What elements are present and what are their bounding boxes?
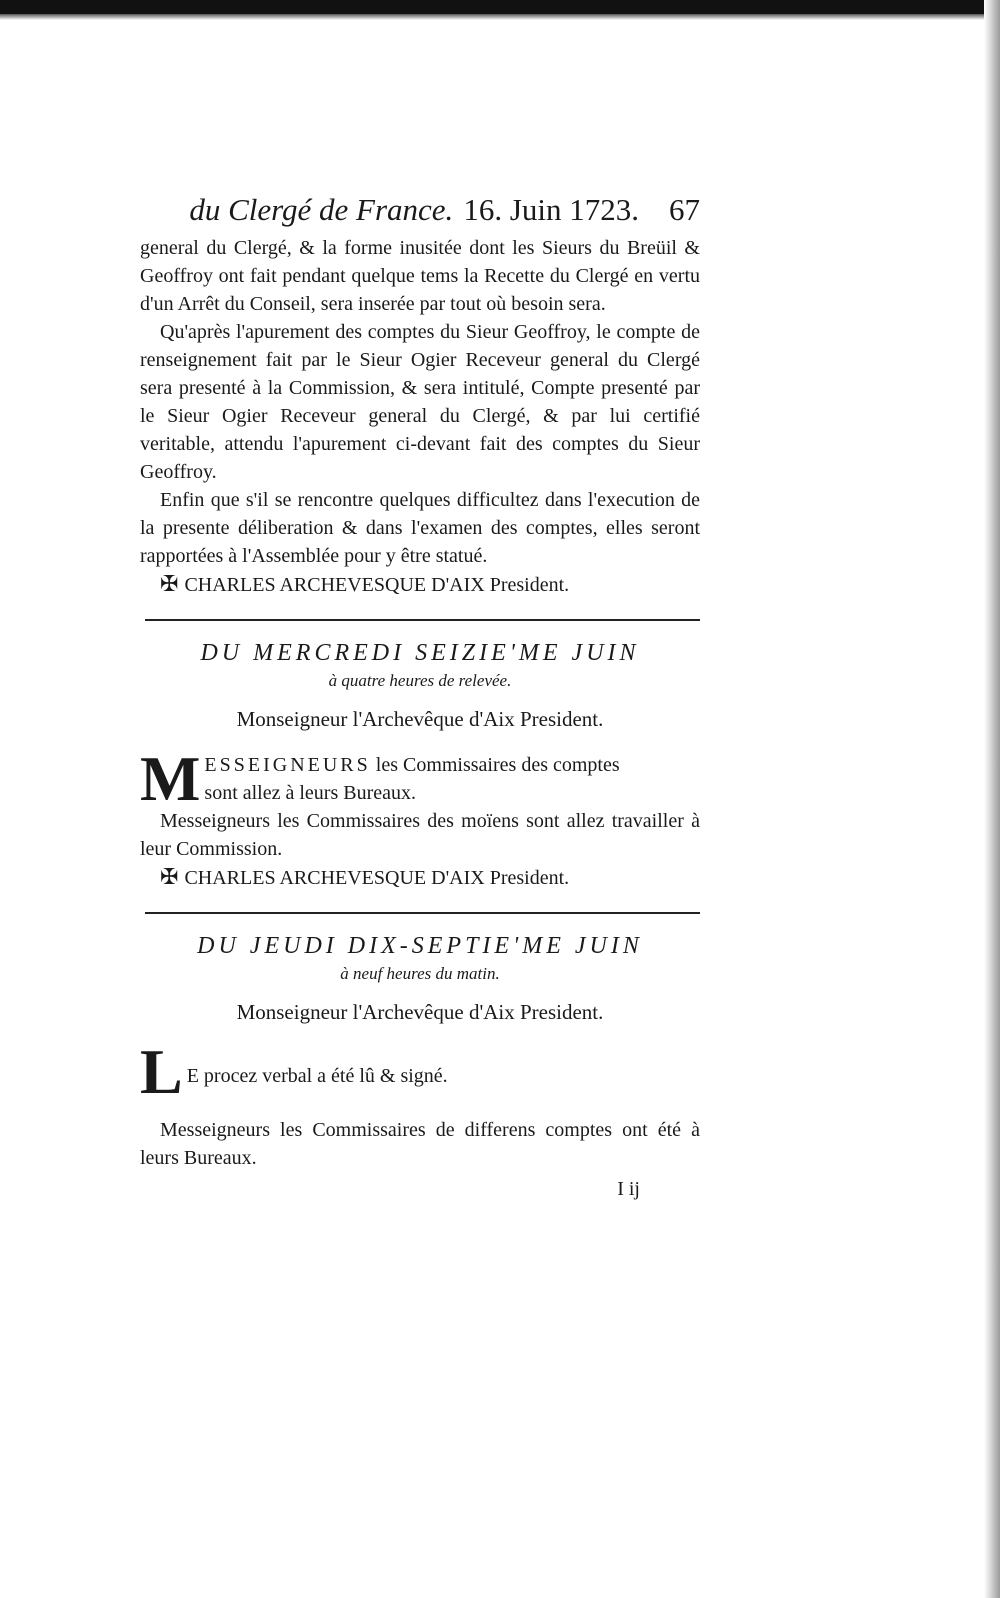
paragraph-apurement: Qu'après l'apurement des comptes du Sieur Geoffroy, le compte de renseignement fait par le Sieur Ogier Receveur general du Clergé sera presenté à la Commission, & sera intitulé, Compte presenté par le Sieur Ogier Receveur general du Clergé, & par lui certifié veritable, attendu l'apurement ci-devant fait des comptes du Sieur Geoffroy. <box>140 321 700 483</box>
page-top-edge <box>0 0 1000 14</box>
page-number: 67 <box>669 192 700 227</box>
session-time: à quatre heures de relevée. <box>328 671 512 690</box>
section-divider <box>145 912 700 914</box>
paragraph-bureaux: Messeigneurs les Commissaires de differens comptes ont été à leurs Bureaux. <box>140 1119 700 1169</box>
session-entry <box>140 1036 700 1107</box>
paragraph-moiens: Messeigneurs les Commissaires des moïens sont allez travailler à leur Commission. <box>140 810 700 860</box>
session-heading: DU MERCREDI SEIZIE'ME JUIN <box>200 640 640 666</box>
section-divider <box>145 619 700 621</box>
session-entry <box>140 743 700 814</box>
drop-cap: M <box>140 743 201 814</box>
signature <box>160 863 700 892</box>
entry-smallcaps: ESSEIGNEURS <box>204 754 371 776</box>
page-right-edge <box>984 0 1000 1598</box>
signature <box>160 570 700 599</box>
catchword: I ij <box>617 1178 640 1200</box>
entry-line-2: sont allez à leurs Bureaux. <box>204 782 416 804</box>
cross-icon: ✠ <box>160 864 179 889</box>
entry-line-1: E procez verbal a été lû & signé. <box>186 1065 448 1087</box>
paragraph-continuation: general du Clergé, & la forme inusitée dont les Sieurs du Breüil & Geoffroy ont fait pendant quelque tems la Recette du Clergé en vertu d'un Arrêt du Conseil, sera inserée par tout où besoin sera. <box>140 237 700 315</box>
cross-icon: ✠ <box>160 571 179 596</box>
paragraph-difficultez: Enfin que s'il se rencontre quelques difficultez dans l'execution de la presente déliberation & dans l'examen des comptes, elles seront rapportées à l'Assemblée pour y être statué. <box>140 489 700 567</box>
signature-text: CHARLES ARCHEVESQUE D'AIX President. <box>184 867 570 889</box>
entry-line-1 <box>204 751 700 779</box>
session-heading: DU JEUDI DIX-SEPTIE'ME JUIN <box>197 933 643 959</box>
drop-cap: L <box>140 1036 183 1107</box>
signature-text: CHARLES ARCHEVESQUE D'AIX President. <box>184 574 570 596</box>
page-content <box>140 190 700 1221</box>
running-head-date: 16. Juin 1723. <box>463 192 639 227</box>
running-head <box>140 190 700 230</box>
running-head-title: du Clergé de France. <box>189 192 454 227</box>
session-president: Monseigneur l'Archevêque d'Aix President. <box>236 1000 604 1024</box>
session-president: Monseigneur l'Archevêque d'Aix President. <box>236 707 604 731</box>
session-time: à neuf heures du matin. <box>340 964 500 983</box>
entry-line-1-text: les Commissaires des comptes <box>370 754 620 776</box>
